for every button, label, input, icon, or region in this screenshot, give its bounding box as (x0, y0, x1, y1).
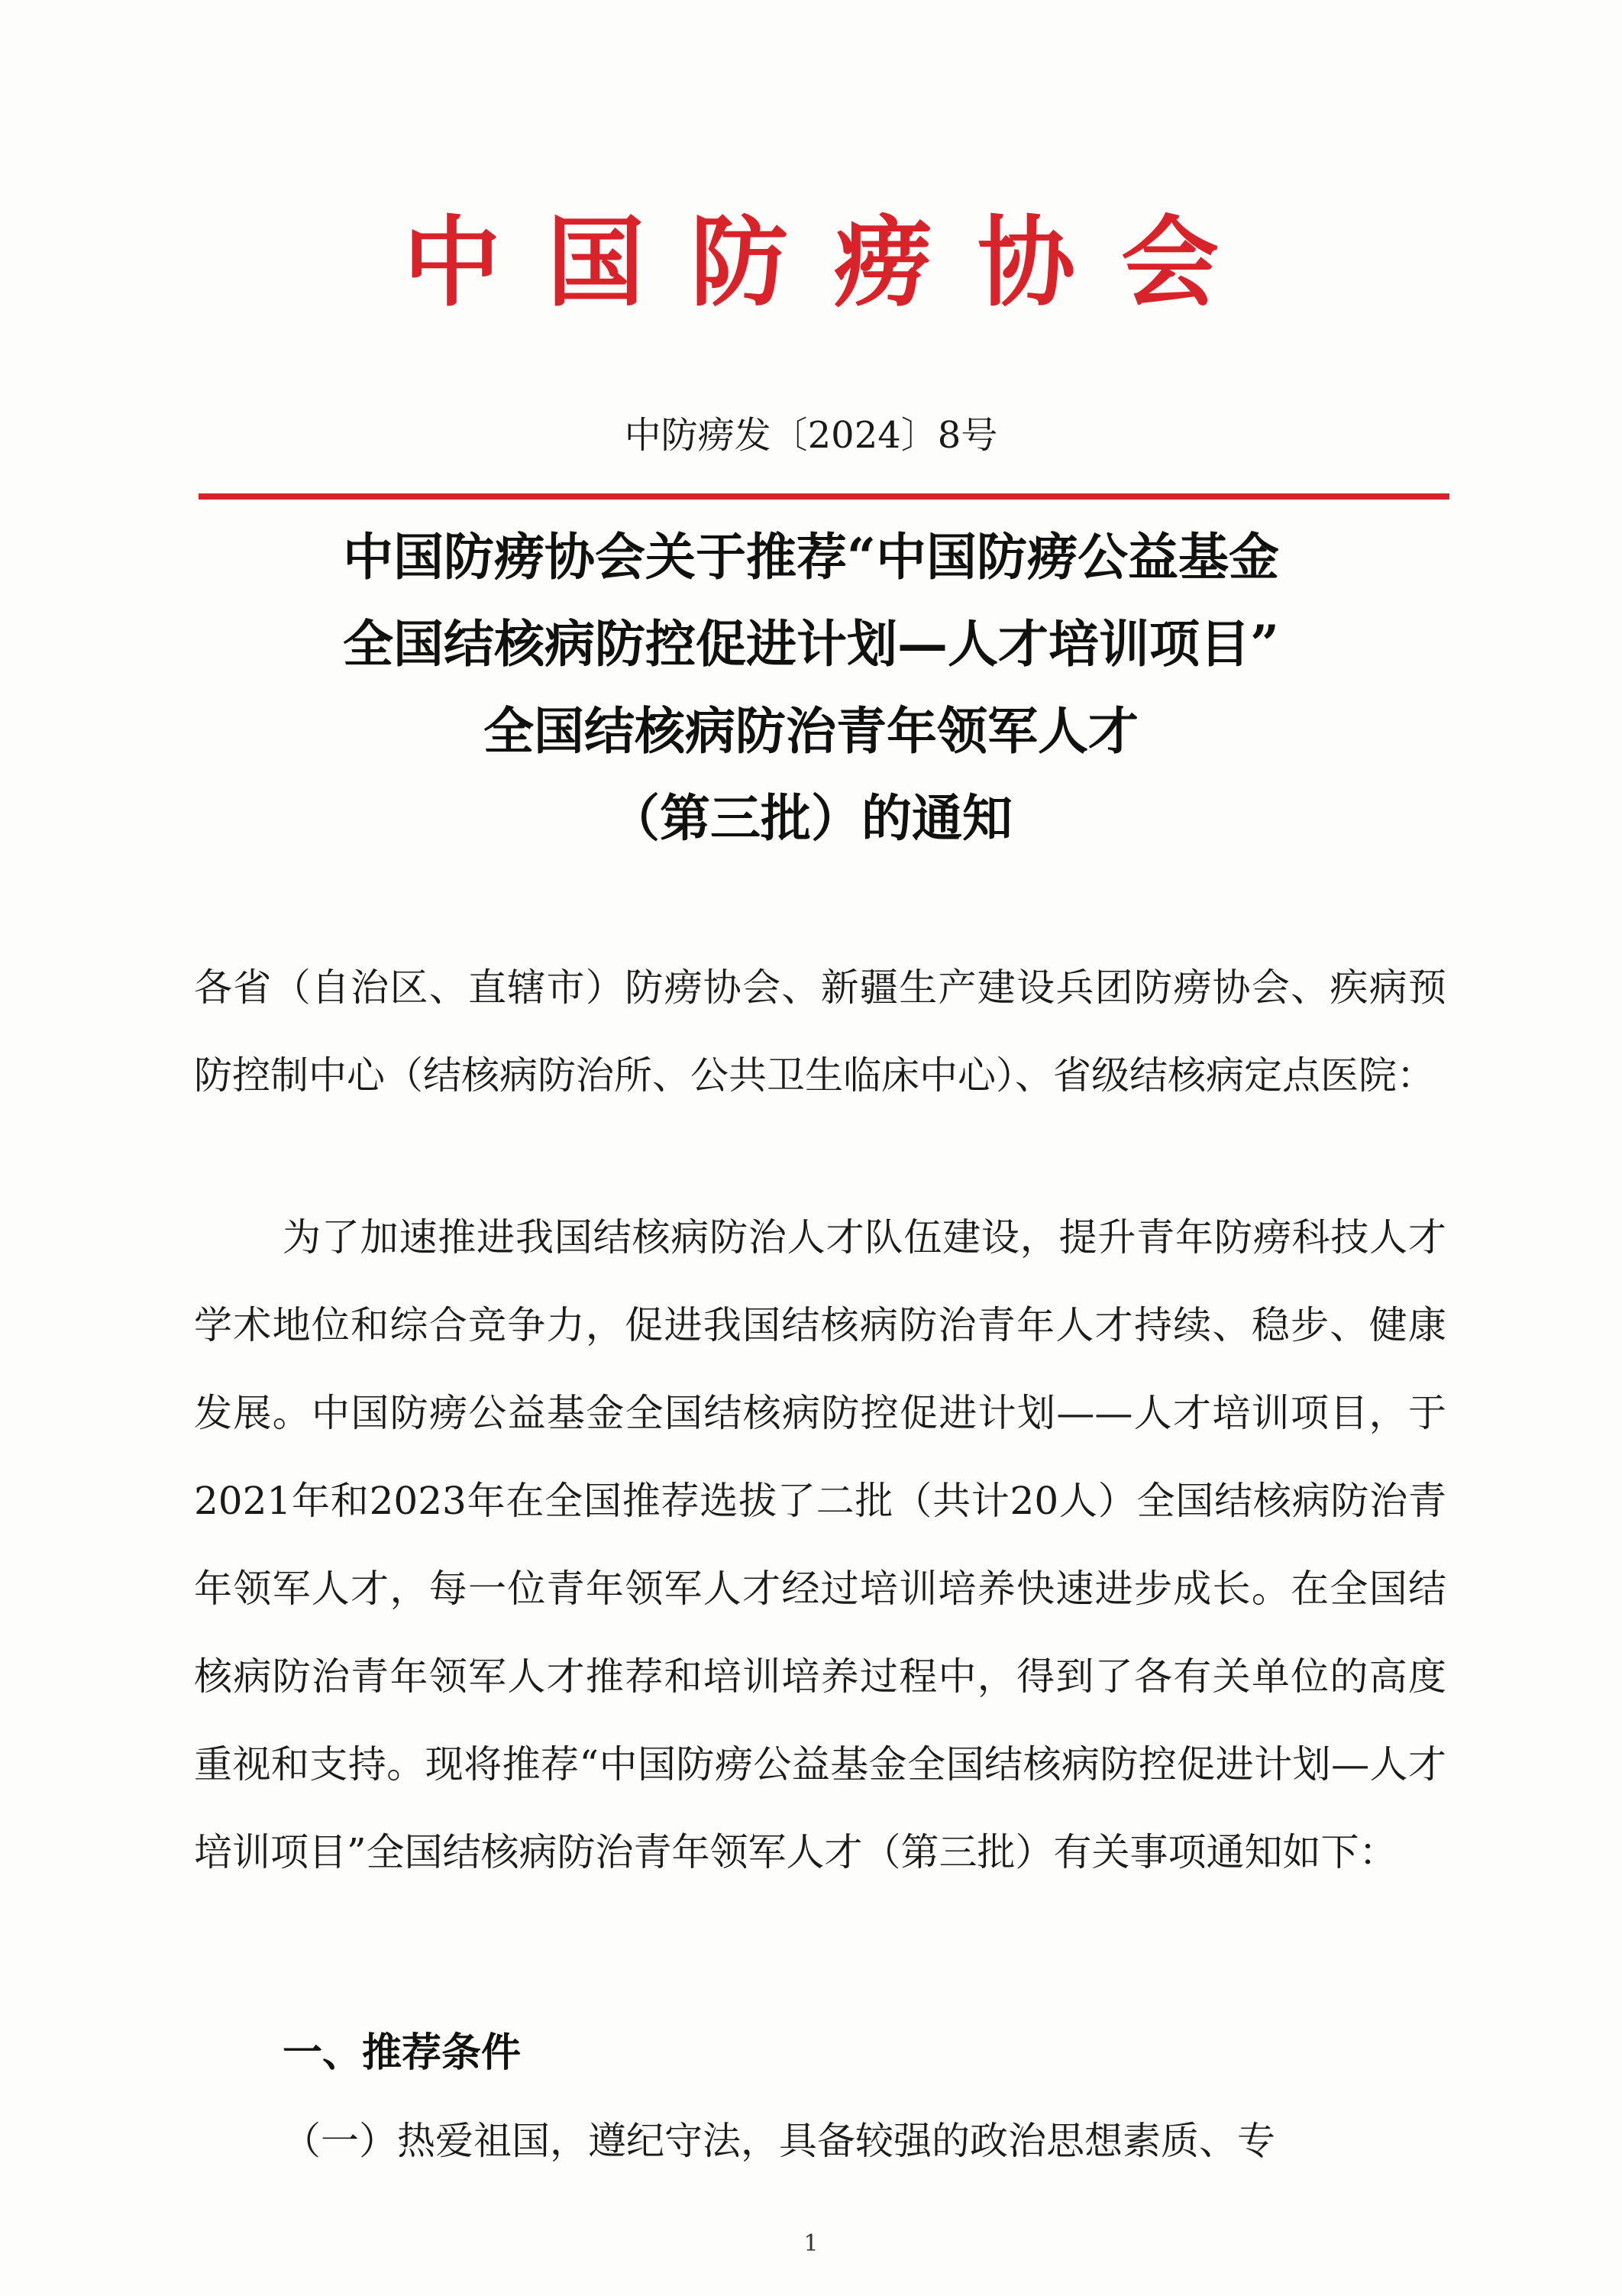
title-line-3: 全国结核病防治青年领军人才 (483, 701, 1139, 761)
title-line-1: 中国防痨协会关于推荐“中国防痨公益基金 (343, 527, 1279, 587)
title-line-4: （第三批）的通知 (609, 788, 1013, 848)
title-line-2: 全国结核病防控促进计划—人才培训项目” (343, 614, 1279, 674)
letterhead-org-name: 中国防痨协会 (402, 206, 1265, 320)
section-heading-1: 一、推荐条件 (283, 2030, 522, 2076)
body-paragraph-1: 为了加速推进我国结核病防治人才队伍建设，提升青年防痨科技人才学术地位和综合竞争力，促进我国结核病防治青年人才持续、稳步、健康发展。中国防痨公益基金全国结核病防控促进计划——人才培训项目，于2021年和2023年在全国推荐选拔了二批（共计20人）全国结核病防治青年领军人才，每一位青年领军人才经过培训培养快速进步成长。在全国结核病防治青年领军人才推荐和培训培养过程中，得到了各有关单位的高度重视和支持。现将推荐“中国防痨公益基金全国结核病防控促进计划—人才培训项目”全国结核病防治青年领军人才（第三批）有关事项通知如下： (194, 1215, 1446, 1874)
document-number: 中防痨发〔2024〕8号 (624, 414, 998, 457)
salutation: 各省（自治区、直辖市）防痨协会、新疆生产建设兵团防痨协会、疾病预防控制中心（结核病防治所、公共卫生临床中心）、省级结核病定点医院： (194, 965, 1446, 1098)
section-1-item-1: （一）热爱祖国，遵纪守法，具备较强的政治思想素质、专 (283, 2119, 1275, 2163)
red-divider-line (199, 493, 1449, 500)
page-number: 1 (803, 2230, 819, 2257)
notice-title (153, 513, 1469, 862)
